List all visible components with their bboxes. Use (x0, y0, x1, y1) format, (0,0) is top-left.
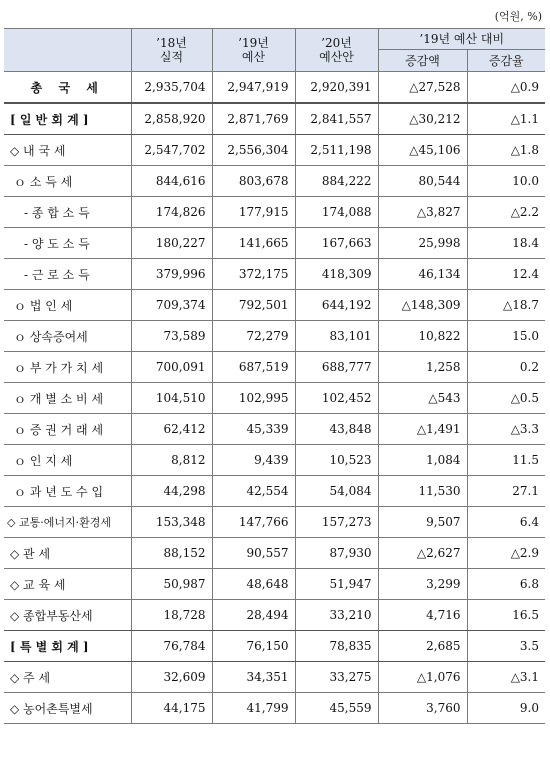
cell-2019: 34,351 (212, 662, 295, 693)
cell-2020: 157,273 (295, 507, 378, 538)
cell-2020: 167,663 (295, 228, 378, 259)
cell-diff: 46,134 (378, 259, 467, 290)
table-row (4, 259, 545, 290)
cell-2018: 844,616 (131, 166, 212, 197)
cell-2020: 174,088 (295, 197, 378, 228)
table-row (4, 600, 545, 631)
cell-diff: 10,822 (378, 321, 467, 352)
row-label: - 근 로 소 득 (4, 259, 131, 290)
cell-2018: 709,374 (131, 290, 212, 321)
cell-2018: 76,784 (131, 631, 212, 662)
table-row (4, 662, 545, 693)
cell-diff: 1,258 (378, 352, 467, 383)
cell-2019: 41,799 (212, 693, 295, 724)
row-label: ｏ 부 가 가 치 세 (4, 352, 131, 383)
cell-rate: 0.2 (467, 352, 545, 383)
cell-rate: △1.1 (467, 103, 545, 135)
header-2018 (131, 29, 212, 72)
cell-2018: 2,858,920 (131, 103, 212, 135)
cell-2018: 18,728 (131, 600, 212, 631)
row-label: [ 특 별 회 계 ] (4, 631, 131, 662)
cell-2018: 180,227 (131, 228, 212, 259)
cell-2020: 884,222 (295, 166, 378, 197)
cell-rate: △2.9 (467, 538, 545, 569)
cell-diff: 2,685 (378, 631, 467, 662)
cell-2019: 147,766 (212, 507, 295, 538)
cell-rate: 12.4 (467, 259, 545, 290)
table-row (4, 228, 545, 259)
cell-2020: 2,511,198 (295, 135, 378, 166)
cell-2018: 2,935,704 (131, 72, 212, 104)
table-row (4, 135, 545, 166)
cell-rate: 16.5 (467, 600, 545, 631)
cell-2019: 48,648 (212, 569, 295, 600)
cell-2019: 42,554 (212, 476, 295, 507)
table-row (4, 569, 545, 600)
cell-2019: 76,150 (212, 631, 295, 662)
cell-2019: 72,279 (212, 321, 295, 352)
cell-diff: △1,491 (378, 414, 467, 445)
cell-2019: 28,494 (212, 600, 295, 631)
cell-rate: 27.1 (467, 476, 545, 507)
table-row (4, 631, 545, 662)
cell-2019: 177,915 (212, 197, 295, 228)
cell-2020: 102,452 (295, 383, 378, 414)
header-2019 (212, 29, 295, 72)
cell-diff: △30,212 (378, 103, 467, 135)
header-2020-label: ’20년 예산안 (319, 36, 354, 64)
cell-2019: 792,501 (212, 290, 295, 321)
cell-2020: 10,523 (295, 445, 378, 476)
cell-diff: 3,760 (378, 693, 467, 724)
cell-diff: △3,827 (378, 197, 467, 228)
cell-diff: 4,716 (378, 600, 467, 631)
cell-2018: 73,589 (131, 321, 212, 352)
cell-rate: 6.4 (467, 507, 545, 538)
cell-2019: 2,947,919 (212, 72, 295, 104)
cell-diff: 9,507 (378, 507, 467, 538)
cell-2018: 44,298 (131, 476, 212, 507)
row-label: ｏ 과 년 도 수 입 (4, 476, 131, 507)
cell-2019: 2,871,769 (212, 103, 295, 135)
cell-2020: 83,101 (295, 321, 378, 352)
cell-diff: △1,076 (378, 662, 467, 693)
cell-rate: △3.3 (467, 414, 545, 445)
cell-rate: 9.0 (467, 693, 545, 724)
cell-2020: 33,210 (295, 600, 378, 631)
cell-2020: 51,947 (295, 569, 378, 600)
cell-rate: 10.0 (467, 166, 545, 197)
cell-2018: 44,175 (131, 693, 212, 724)
cell-rate: △2.2 (467, 197, 545, 228)
header-compare-group: ’19년 예산 대비 (378, 29, 545, 50)
cell-2020: 54,084 (295, 476, 378, 507)
row-label: ｏ 개 별 소 비 세 (4, 383, 131, 414)
cell-2018: 700,091 (131, 352, 212, 383)
cell-2018: 88,152 (131, 538, 212, 569)
cell-rate: 3.5 (467, 631, 545, 662)
cell-diff: △543 (378, 383, 467, 414)
table-row (4, 693, 545, 724)
table-row (4, 476, 545, 507)
cell-2019: 687,519 (212, 352, 295, 383)
row-label: ｏ 인 지 세 (4, 445, 131, 476)
header-corner (4, 29, 131, 72)
header-2019-label: ’19년 예산 (238, 36, 269, 64)
cell-2020: 2,920,391 (295, 72, 378, 104)
header-diff-amount: 증감액 (378, 50, 467, 72)
table-row (4, 538, 545, 569)
row-label: ◇ 교통·에너지·환경세 (4, 507, 131, 538)
row-label: ◇ 농어촌특별세 (4, 693, 131, 724)
cell-2020: 45,559 (295, 693, 378, 724)
table-row (4, 507, 545, 538)
cell-diff: △148,309 (378, 290, 467, 321)
cell-2018: 104,510 (131, 383, 212, 414)
cell-2018: 379,996 (131, 259, 212, 290)
cell-diff: 11,530 (378, 476, 467, 507)
cell-rate: △0.9 (467, 72, 545, 104)
table-row (4, 321, 545, 352)
cell-2019: 803,678 (212, 166, 295, 197)
row-label: ｏ 소 득 세 (4, 166, 131, 197)
table-row (4, 72, 545, 104)
table-row (4, 445, 545, 476)
cell-rate: △1.8 (467, 135, 545, 166)
table-row (4, 103, 545, 135)
row-label: ｏ 상속증여세 (4, 321, 131, 352)
row-label: ｏ 법 인 세 (4, 290, 131, 321)
cell-2020: 644,192 (295, 290, 378, 321)
cell-rate: 18.4 (467, 228, 545, 259)
cell-diff: 80,544 (378, 166, 467, 197)
cell-2019: 45,339 (212, 414, 295, 445)
cell-2019: 141,665 (212, 228, 295, 259)
cell-2019: 102,995 (212, 383, 295, 414)
cell-diff: △27,528 (378, 72, 467, 104)
cell-rate: △18.7 (467, 290, 545, 321)
cell-2020: 87,930 (295, 538, 378, 569)
table-row (4, 414, 545, 445)
row-label: ◇ 내 국 세 (4, 135, 131, 166)
table-row (4, 166, 545, 197)
cell-2018: 153,348 (131, 507, 212, 538)
row-label: ｏ 증 권 거 래 세 (4, 414, 131, 445)
cell-2020: 78,835 (295, 631, 378, 662)
cell-diff: △2,627 (378, 538, 467, 569)
cell-2020: 418,309 (295, 259, 378, 290)
row-label: 총 국 세 (4, 72, 131, 104)
row-label: [ 일 반 회 계 ] (4, 103, 131, 135)
cell-rate: △0.5 (467, 383, 545, 414)
cell-2018: 62,412 (131, 414, 212, 445)
cell-2019: 2,556,304 (212, 135, 295, 166)
cell-diff: 25,998 (378, 228, 467, 259)
row-label: ◇ 교 육 세 (4, 569, 131, 600)
cell-2018: 32,609 (131, 662, 212, 693)
cell-rate: △3.1 (467, 662, 545, 693)
cell-rate: 15.0 (467, 321, 545, 352)
table-row (4, 290, 545, 321)
table-row (4, 383, 545, 414)
cell-2019: 90,557 (212, 538, 295, 569)
row-label: ◇ 관 세 (4, 538, 131, 569)
header-2020 (295, 29, 378, 72)
row-label: - 종 합 소 득 (4, 197, 131, 228)
cell-2018: 2,547,702 (131, 135, 212, 166)
cell-2018: 8,812 (131, 445, 212, 476)
tax-revenue-table (4, 28, 545, 724)
unit-note: (억원, %) (494, 10, 542, 23)
table-row (4, 197, 545, 228)
cell-diff: △45,106 (378, 135, 467, 166)
row-label: ◇ 종합부동산세 (4, 600, 131, 631)
cell-2020: 2,841,557 (295, 103, 378, 135)
cell-diff: 3,299 (378, 569, 467, 600)
row-label: ◇ 주 세 (4, 662, 131, 693)
cell-2020: 33,275 (295, 662, 378, 693)
cell-2018: 50,987 (131, 569, 212, 600)
cell-diff: 1,084 (378, 445, 467, 476)
header-2018-label: ’18년 실적 (156, 36, 187, 64)
row-label: - 양 도 소 득 (4, 228, 131, 259)
cell-rate: 6.8 (467, 569, 545, 600)
cell-2018: 174,826 (131, 197, 212, 228)
cell-2020: 43,848 (295, 414, 378, 445)
cell-2019: 372,175 (212, 259, 295, 290)
table-row (4, 352, 545, 383)
cell-rate: 11.5 (467, 445, 545, 476)
cell-2020: 688,777 (295, 352, 378, 383)
header-diff-rate: 증감율 (467, 50, 545, 72)
cell-2019: 9,439 (212, 445, 295, 476)
